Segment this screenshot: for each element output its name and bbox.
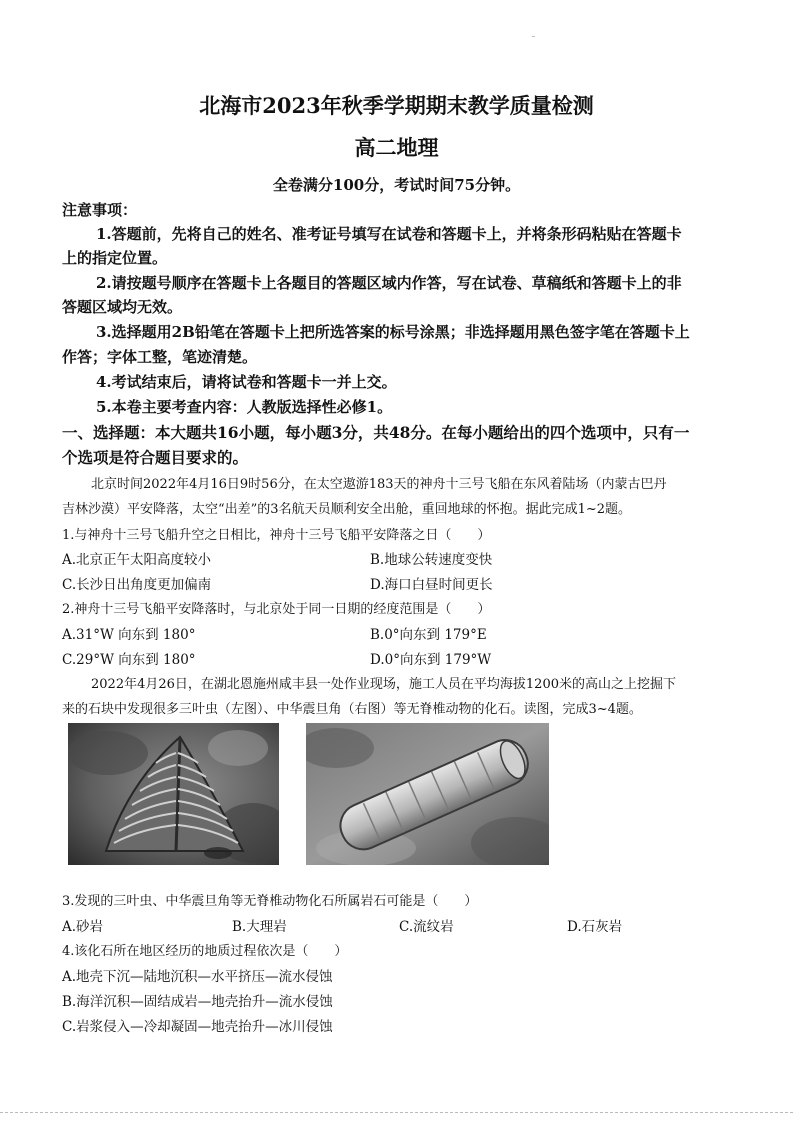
orthoceras-fossil-image bbox=[306, 723, 549, 865]
q2-option-b: B.0°向东到 179°E bbox=[370, 627, 487, 643]
subject-title: 高二地理 bbox=[354, 135, 439, 160]
note-2-line-1: 2.请按题号顺序在答题卡上各题目的答题区域内作答，写在试卷、草稿纸和答题卡上的非 bbox=[96, 274, 682, 292]
note-4: 4.考试结束后，请将试卷和答题卡一并上交。 bbox=[96, 373, 397, 391]
q2-option-d: D.0°向东到 179°W bbox=[370, 652, 492, 668]
question-2-stem: 2.神舟十三号飞船平安降落时，与北京处于同一日期的经度范围是（ ） bbox=[62, 602, 491, 617]
note-3-line-1: 3.选择题用2B铅笔在答题卡上把所选答案的标号涂黑；非选择题用黑色签字笔在答题卡上 bbox=[96, 323, 690, 341]
section-heading-line-2: 个选项是符合题目要求的。 bbox=[62, 448, 249, 467]
passage-1-line-1: 北京时间2022年4月16日9时56分，在太空遨游183天的神舟十三号飞船在东风着陆场（内蒙古巴丹 bbox=[91, 477, 667, 492]
passage-1-line-2: 吉林沙漠）平安降落，太空“出差”的3名航天员顺利安全出舱，重回地球的怀抱。据此完成1~2题。 bbox=[62, 502, 631, 517]
q1-option-d: D.海口白昼时间更长 bbox=[370, 577, 493, 593]
q4-option-c: C.岩浆侵入—冷却凝固—地壳抬升—冰川侵蚀 bbox=[62, 1019, 333, 1035]
question-4-stem: 4.该化石所在地区经历的地质过程依次是（ ） bbox=[62, 944, 348, 959]
corner-mark bbox=[532, 36, 535, 37]
q3-option-c: C.流纹岩 bbox=[399, 919, 454, 935]
trilobite-fossil-photo bbox=[68, 723, 279, 865]
note-1-line-2: 上的指定位置。 bbox=[62, 249, 168, 267]
q3-option-a: A.砂岩 bbox=[62, 919, 104, 935]
q4-option-b: B.海洋沉积—固结成岩—地壳抬升—流水侵蚀 bbox=[62, 994, 333, 1010]
note-3-line-2: 作答；字体工整，笔迹清楚。 bbox=[62, 348, 258, 366]
q3-option-b: B.大理岩 bbox=[232, 919, 287, 935]
q4-option-a: A.地壳下沉—陆地沉积—水平挤压—流水侵蚀 bbox=[62, 969, 333, 985]
q2-option-c: C.29°W 向东到 180° bbox=[62, 652, 196, 668]
notes-heading: 注意事项： bbox=[62, 201, 138, 219]
note-1-line-1: 1.答题前，先将自己的姓名、准考证号填写在试卷和答题卡上，并将条形码粘贴在答题卡 bbox=[96, 225, 682, 243]
note-2-line-2: 答题区域均无效。 bbox=[62, 298, 183, 316]
question-1-stem: 1.与神舟十三号飞船升空之日相比，神舟十三号飞船平安降落之日（ ） bbox=[62, 528, 491, 543]
passage-2-line-1: 2022年4月26日，在湖北恩施州咸丰县一处作业现场，施工人员在平均海拔1200米的高山之上挖掘下 bbox=[91, 677, 676, 692]
trilobite-fossil-image bbox=[68, 723, 279, 865]
section-heading-line-1: 一、选择题：本大题共16小题，每小题3分，共48分。在每小题给出的四个选项中，只有一 bbox=[62, 423, 690, 442]
exam-meta: 全卷满分100分，考试时间75分钟。 bbox=[272, 176, 521, 194]
bottom-rule bbox=[0, 1112, 793, 1113]
q3-option-d: D.石灰岩 bbox=[567, 919, 623, 935]
q1-option-c: C.长沙日出角度更加偏南 bbox=[62, 577, 212, 593]
exam-title: 北海市2023年秋季学期期末教学质量检测 bbox=[199, 93, 594, 118]
q1-option-b: B.地球公转速度变快 bbox=[370, 552, 493, 568]
orthoceras-fossil-photo bbox=[306, 723, 549, 865]
note-5: 5.本卷主要考查内容：人教版选择性必修1。 bbox=[96, 398, 393, 416]
passage-2-line-2: 来的石块中发现很多三叶虫（左图）、中华震旦角（右图）等无脊椎动物的化石。读图，完成3~4题。 bbox=[62, 702, 642, 717]
question-3-stem: 3.发现的三叶虫、中华震旦角等无脊椎动物化石所属岩石可能是（ ） bbox=[62, 894, 478, 909]
q1-option-a: A.北京正午太阳高度较小 bbox=[62, 552, 212, 568]
q2-option-a: A.31°W 向东到 180° bbox=[62, 627, 196, 643]
